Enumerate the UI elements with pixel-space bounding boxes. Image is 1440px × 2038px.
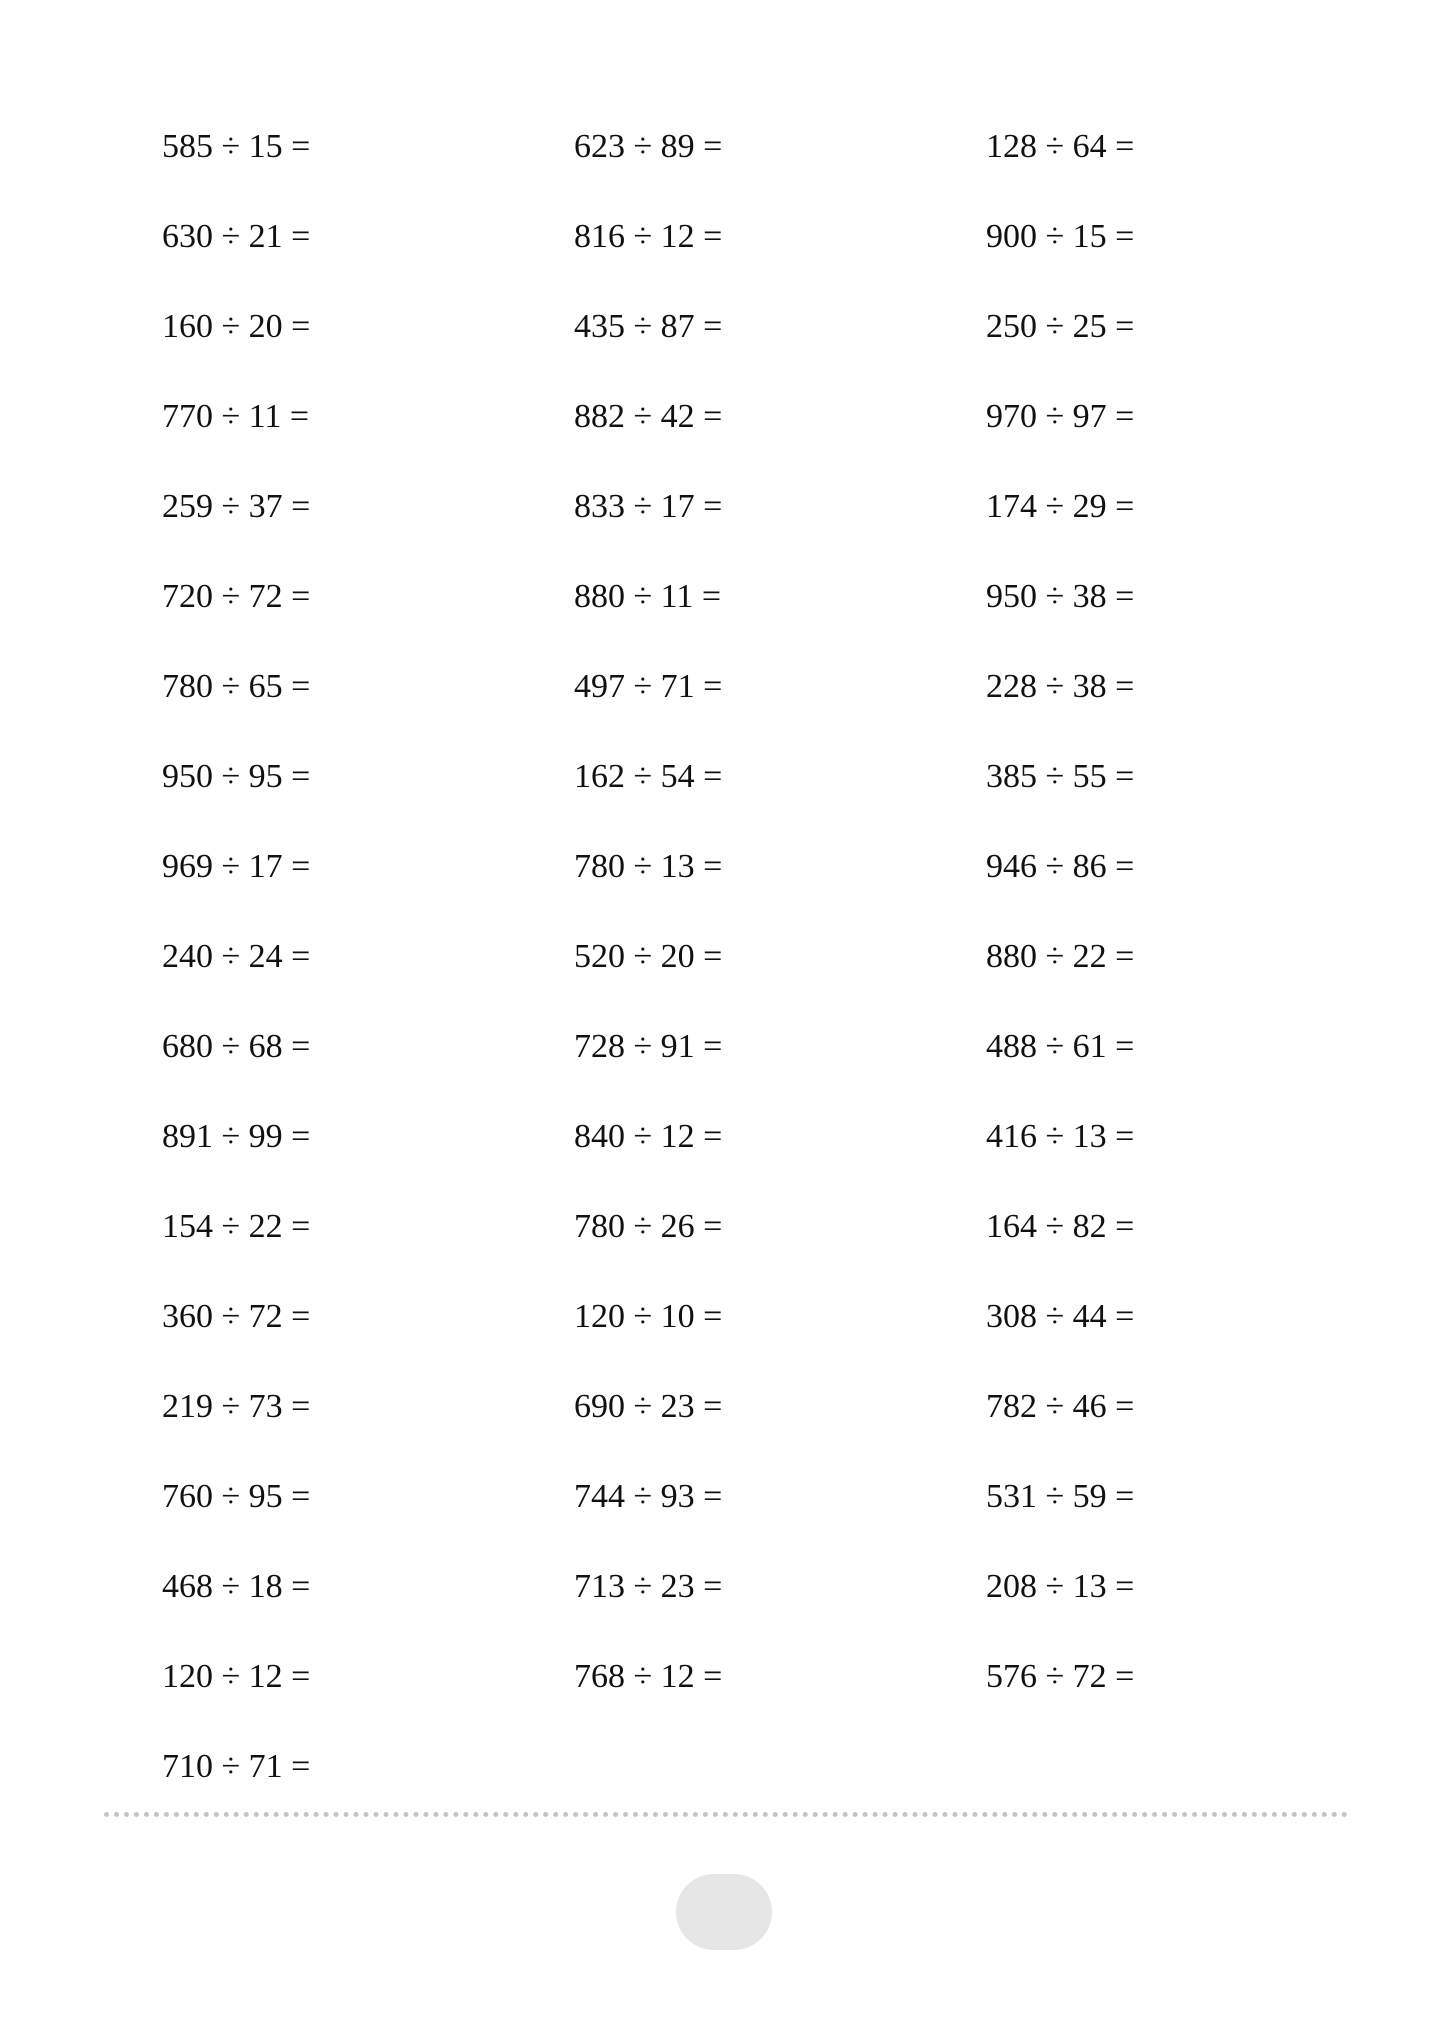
division-problem: 250 ÷ 25 = [986,308,1135,345]
division-problem: 154 ÷ 22 = [162,1208,311,1245]
division-problem: 120 ÷ 10 = [574,1298,723,1335]
division-problem: 623 ÷ 89 = [574,128,723,165]
division-problem: 891 ÷ 99 = [162,1118,311,1155]
division-problem: 782 ÷ 46 = [986,1388,1135,1425]
division-problem: 950 ÷ 95 = [162,758,311,795]
division-problem: 435 ÷ 87 = [574,308,723,345]
division-problem: 585 ÷ 15 = [162,128,311,165]
division-problem: 710 ÷ 71 = [162,1748,311,1785]
division-problem: 780 ÷ 65 = [162,668,311,705]
division-problem: 208 ÷ 13 = [986,1568,1135,1605]
division-problem: 770 ÷ 11 = [162,398,310,435]
division-problem: 576 ÷ 72 = [986,1658,1135,1695]
division-problem: 882 ÷ 42 = [574,398,723,435]
division-problem: 744 ÷ 93 = [574,1478,723,1515]
division-problem: 946 ÷ 86 = [986,848,1135,885]
division-problem: 308 ÷ 44 = [986,1298,1135,1335]
division-problem: 128 ÷ 64 = [986,128,1135,165]
division-problem: 531 ÷ 59 = [986,1478,1135,1515]
division-problem: 690 ÷ 23 = [574,1388,723,1425]
division-problem: 259 ÷ 37 = [162,488,311,525]
division-problem: 780 ÷ 13 = [574,848,723,885]
dotted-divider [104,1812,1348,1817]
division-problem: 497 ÷ 71 = [574,668,723,705]
division-problem: 970 ÷ 97 = [986,398,1135,435]
division-problem: 520 ÷ 20 = [574,938,723,975]
division-problem: 840 ÷ 12 = [574,1118,723,1155]
division-problem: 468 ÷ 18 = [162,1568,311,1605]
division-problem: 228 ÷ 38 = [986,668,1135,705]
division-problem: 950 ÷ 38 = [986,578,1135,615]
division-problem: 880 ÷ 22 = [986,938,1135,975]
page-number-badge [676,1874,772,1950]
division-problem: 760 ÷ 95 = [162,1478,311,1515]
division-problem: 164 ÷ 82 = [986,1208,1135,1245]
division-problem: 162 ÷ 54 = [574,758,723,795]
division-problem: 900 ÷ 15 = [986,218,1135,255]
problems-grid [162,118,1398,1828]
division-problem: 816 ÷ 12 = [574,218,723,255]
division-problem: 240 ÷ 24 = [162,938,311,975]
division-problem: 416 ÷ 13 = [986,1118,1135,1155]
division-problem: 768 ÷ 12 = [574,1658,723,1695]
division-problem: 120 ÷ 12 = [162,1658,311,1695]
division-problem: 630 ÷ 21 = [162,218,311,255]
division-problem: 219 ÷ 73 = [162,1388,311,1425]
division-problem: 728 ÷ 91 = [574,1028,723,1065]
division-problem: 833 ÷ 17 = [574,488,723,525]
division-problem: 720 ÷ 72 = [162,578,311,615]
division-problem: 880 ÷ 11 = [574,578,722,615]
division-problem: 780 ÷ 26 = [574,1208,723,1245]
division-problem: 680 ÷ 68 = [162,1028,311,1065]
division-problem: 488 ÷ 61 = [986,1028,1135,1065]
division-problem: 160 ÷ 20 = [162,308,311,345]
division-problem: 385 ÷ 55 = [986,758,1135,795]
division-problem: 713 ÷ 23 = [574,1568,723,1605]
division-problem: 360 ÷ 72 = [162,1298,311,1335]
division-problem: 969 ÷ 17 = [162,848,311,885]
division-problem: 174 ÷ 29 = [986,488,1135,525]
